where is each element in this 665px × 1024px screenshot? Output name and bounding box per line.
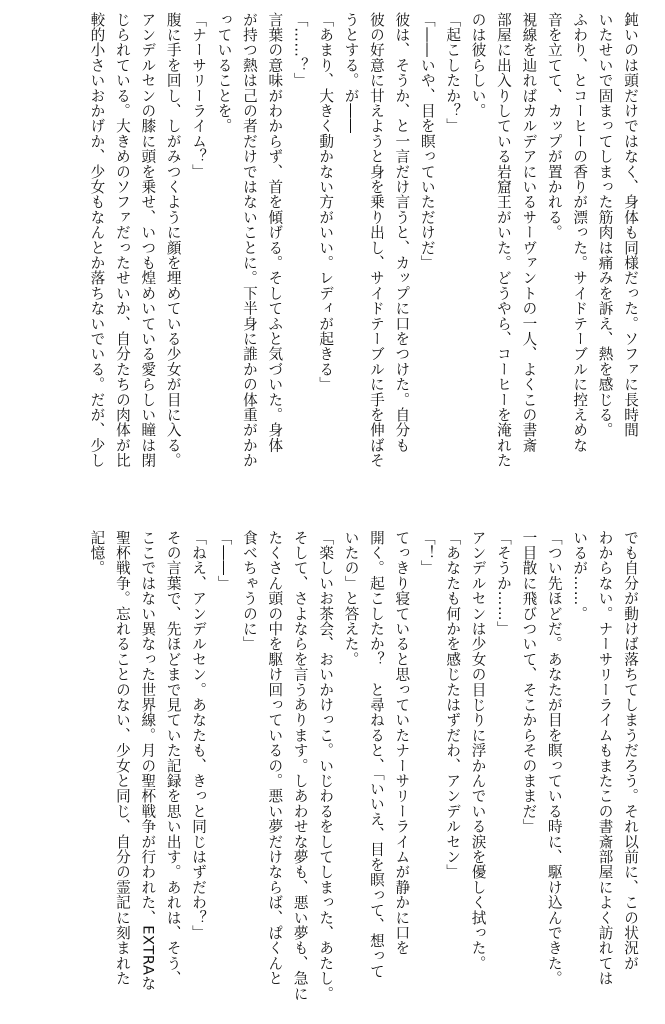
text-line: 「そうか……」 [494,530,512,637]
text-line: 「――」 [215,530,233,591]
text-line: アンデルセンは少女の目じりに浮かんでいる涙を優しく拭った。 [469,530,487,971]
text-line: 「――いや、目を瞑っていただけだ」 [418,12,436,271]
text-line: っていることを。 [215,12,233,134]
text-line: 較的小さいおかげか、少女もなんとか落ちないでいる。だが、少し [88,12,106,468]
text-line: 「……？」 [291,12,309,88]
text-line: 言葉の意味がわからず、首を傾げる。そしてふと気づいた。身体 [266,12,284,453]
text-line: 「あまり、大きく動かない方がいい。レディが起きる」 [317,12,335,392]
text-line: じられている。大きめのソファだったせいか、自分たちの肉体が比 [113,12,131,468]
text-line: いるが……。 [571,530,589,622]
text-line: 開く。起こしたか？ と尋ねると、「いいえ、目を瞑って、想って [367,530,385,979]
text-line: 一目散に飛びついて、そこからそのままだ」 [520,530,538,834]
lower-text-block [13,530,643,1006]
text-line: 「つい先ほどだ。あなたが目を瞑っている時に、駆け込んできた。 [545,530,563,986]
text-line: 記憶。 [88,530,106,576]
text-line: 「ねえ、アンデルセン。あなたも、きっと同じはずだわ？」 [190,530,208,941]
text-line: 腹に手を回し、しがみつくように顔を埋めている少女が目に入る。 [164,12,182,468]
text-line: アンデルセンの膝に頭を乗せ、いつも煌めいている愛らしい瞳は閉 [139,12,157,468]
text-line: そして、さよならを言うあります。しあわせな夢も、悪い夢も、急に [291,530,309,1002]
text-line: でも自分が動けば落ちてしまうだろう。それ以前に、この状況が [622,530,639,971]
text-line: が持つ熱は己の者だけではないことに。下半身に誰かの体重がかか [240,12,258,468]
text-line: 「！」 [418,530,436,576]
text-line: のは彼らしい。 [469,12,487,119]
text-line: 彼は、そうか、と一言だけ言うと、カップに口をつけた。自分も [393,12,411,453]
text-line: うとする。が―― [342,12,360,134]
text-line: 視線を辿ればカルデアにいるサーヴァントの一人、よくこの書斎 [520,12,538,453]
text-line: たくさん頭の中を駆け回っているの。悪い夢だけならば、ぱくんと [266,530,284,986]
text-line: 「ナーサリーライム？」 [190,12,208,180]
text-line: 彼の好意に甘えようと身を乗り出し、サイドテーブルに手を伸ばそ [367,12,385,468]
text-line: てっきり寝ていると思っていたナーサリーライムが静かに口を [393,530,411,956]
upper-text-block [13,12,643,492]
text-line: 「楽しいお茶会、おいかけっこ。いじわるをしてしまった、あたし。 [317,530,335,1002]
text-line: 部屋に出入りしている岩窟王がいた。どうやら、コーヒーを淹れた [494,12,512,468]
text-line: 鈍いのは頭だけではなく、身体も同様だった。ソファに長時間 [622,12,639,438]
text-line: ふわり、とコーヒーの香りが漂った。サイドテーブルに控えめな [571,12,589,453]
text-line: 食べちゃうのに」 [240,530,258,652]
text-line: 「起こしたか？」 [444,12,462,134]
text-line: 聖杯戦争。忘れることのない、少女と同じ、自分の霊記に刻まれた [113,530,131,986]
text-line: その言葉で、先ほどまで見ていた記録を思い出す。あれは、そう、 [164,530,182,986]
text-line: 音を立てて、カップが置かれる。 [545,12,563,240]
text-line: 「あなたも何かを感じたはずだわ、アンデルセン」 [444,530,462,880]
text-line: いたの」と答えた。 [342,530,360,667]
text-line: いたせいで固まってしまった筋肉は痛みを訴え、熱を感じる。 [596,12,614,438]
text-line: ここではない異なった世界線。月の聖杯戦争が行われた、EXTRAな [139,530,157,991]
text-line: わからない。ナーサリーライムもまたこの書斎部屋によく訪れては [596,530,614,986]
